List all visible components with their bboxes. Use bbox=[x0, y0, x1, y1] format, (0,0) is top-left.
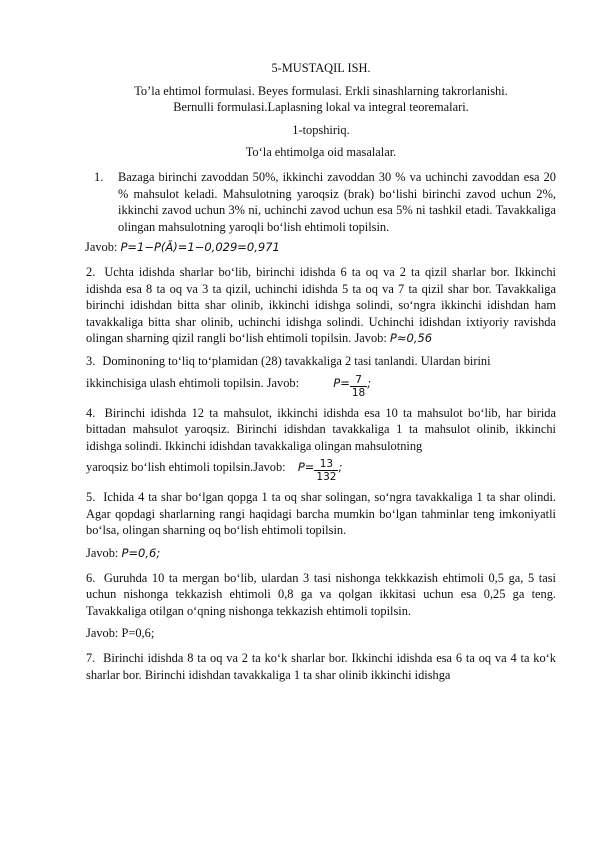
answer-prefix: P= bbox=[297, 460, 315, 475]
answer-prefix: P= bbox=[333, 375, 350, 390]
problem-text: Dominoning to‘liq to‘plamidan (28) tavakkaliga 2 tasi tanlandi. Ulardan birini bbox=[102, 353, 491, 368]
answer-label: Javob: P=0,6; bbox=[86, 626, 155, 641]
problem-4-answer-line bbox=[86, 458, 556, 483]
document-subtitle-line1: To’la ehtimol formulasi. Beyes formulasi. Erkli sinashlarning takrorlanishi. bbox=[134, 83, 508, 98]
problem-number: 4. bbox=[86, 405, 96, 420]
fraction-numerator: 7 bbox=[350, 374, 367, 387]
problem-5-answer bbox=[86, 545, 556, 562]
problem-text: yaroqsiz bo‘lish ehtimoli topilsin.Javob: bbox=[86, 460, 286, 475]
problem-3 bbox=[86, 353, 556, 370]
answer-label: Javob: bbox=[86, 546, 119, 561]
problem-text: Birinchi idishda 8 ta oq va 2 ta ko‘k sharlar bor. Ikkinchi idishda esa 6 ta oq va 4 ta ko‘k sharlar bor. Birinchi idishdan tavakkaliga 1 ta shar olinib ikkinchi idishga bbox=[86, 651, 556, 682]
problem-text: Bazaga birinchi zavoddan 50%, ikkinchi zavoddan 30 % va uchinchi zavoddan esa 20 % mahsulot keladi. Mahsulotning yaroqsiz (brak) bo‘lishi birinchi zavod uchun 2%, ikkinchi zavod uchun 3% ni, uchinchi zavod uchun esa 5% ni tashkil etadi. Tavakkaliga olingan mahsulotning yaroqli bo‘lish ehtimoli topilsin. bbox=[118, 169, 556, 234]
fraction-denominator: 18 bbox=[351, 386, 366, 399]
fraction-denominator: 132 bbox=[316, 471, 337, 484]
problem-6-answer bbox=[86, 625, 556, 642]
answer-formula: P=0,6; bbox=[121, 546, 161, 561]
problem-2 bbox=[86, 264, 556, 347]
problem-number: 7. bbox=[86, 651, 96, 666]
answer-suffix: ; bbox=[367, 375, 372, 390]
answer-formula: P≈0,56 bbox=[389, 331, 433, 346]
problem-3-answer-line bbox=[86, 374, 556, 399]
problem-4 bbox=[86, 405, 556, 455]
answer-label: Javob: bbox=[85, 240, 118, 255]
section-heading: To‘la ehtimolga oid masalalar. bbox=[245, 145, 397, 160]
answer-suffix: ; bbox=[338, 460, 343, 475]
problem-text: ikkinchisiga ulash ehtimoli topilsin. Javob: bbox=[86, 375, 300, 390]
document-subtitle-line2: Bernulli formulasi.Laplasning lokal va integral teoremalari. bbox=[173, 100, 469, 115]
answer-fraction bbox=[314, 458, 338, 483]
problem-text: Birinchi idishda 12 ta mahsulot, ikkinchi idishda esa 10 ta mahsulot bo‘lib, har birida bittadan mahsulot yaroqsiz. Birinchi idishdan tavakkaliga 1 ta mahsulot olinib, ikkinchi idishga solindi. Ikkinchi idishdan tavakkaliga olingan mahsulotning bbox=[86, 405, 556, 453]
problem-6 bbox=[86, 570, 556, 620]
problem-1-answer bbox=[85, 239, 556, 256]
problem-number: 6. bbox=[86, 570, 96, 585]
answer-fraction bbox=[350, 374, 367, 399]
problem-text: Uchta idishda sharlar bo‘lib, birinchi idishda 6 ta oq va 2 ta qizil sharlar bor. Ikkinchi idishda esa 8 ta oq va 3 ta qizil, uchinchi idishda 5 ta oq va 7 ta qizil shar bor. Tavakkaliga birinchi idishdan bitta shar olinib, ikkinchi idishga solindi, so‘ngra ikkinchi idishdan ham tavakkaliga bitta shar olinib, uchinchi idishga solindi. Uchinchi idishdan ixtiyoriy ravishda olingan sharning qizil rangli bo‘lish ehtimoli topilsin. Javob: bbox=[86, 264, 556, 346]
problem-7 bbox=[86, 650, 556, 683]
fraction-numerator: 13 bbox=[314, 458, 338, 471]
document-title: 5-MUSTAQIL ISH. bbox=[271, 61, 371, 75]
problem-text: Guruhda 10 ta mergan bo‘lib, ulardan 3 tasi nishonga tekkkazish ehtimoli 0,5 ga, 5 tasi uchun nishonga tekkazish ehtimoli 0,8 ga va qolgan ikkitasi uchun esa 0,25 ga teng. Tavakkaliga otilgan o‘qning nishonga tekkazish ehtimoli topilsin. bbox=[86, 570, 556, 618]
task-heading: 1-topshiriq. bbox=[292, 122, 350, 137]
problem-number: 2. bbox=[86, 264, 96, 279]
problem-5 bbox=[86, 489, 556, 539]
document-page bbox=[86, 60, 556, 689]
problem-number: 3. bbox=[86, 353, 96, 368]
problem-text: Ichida 4 ta shar bo‘lgan qopga 1 ta oq shar solingan, so‘ngra tavakkaliga 1 ta shar olindi. Agar qopdagi sharlarning rangi haqidagi barcha mumkin bo‘lgan tahminlar teng imkoniyatli bo‘lsa, olingan sharning oq bo‘lish ehtimoli topilsin. bbox=[86, 490, 556, 538]
problem-1 bbox=[94, 169, 556, 235]
problem-number: 5. bbox=[86, 490, 96, 505]
answer-formula: P=1−P(Ā)=1−0,029=0,971 bbox=[120, 240, 280, 255]
problem-number: 1. bbox=[94, 169, 104, 184]
